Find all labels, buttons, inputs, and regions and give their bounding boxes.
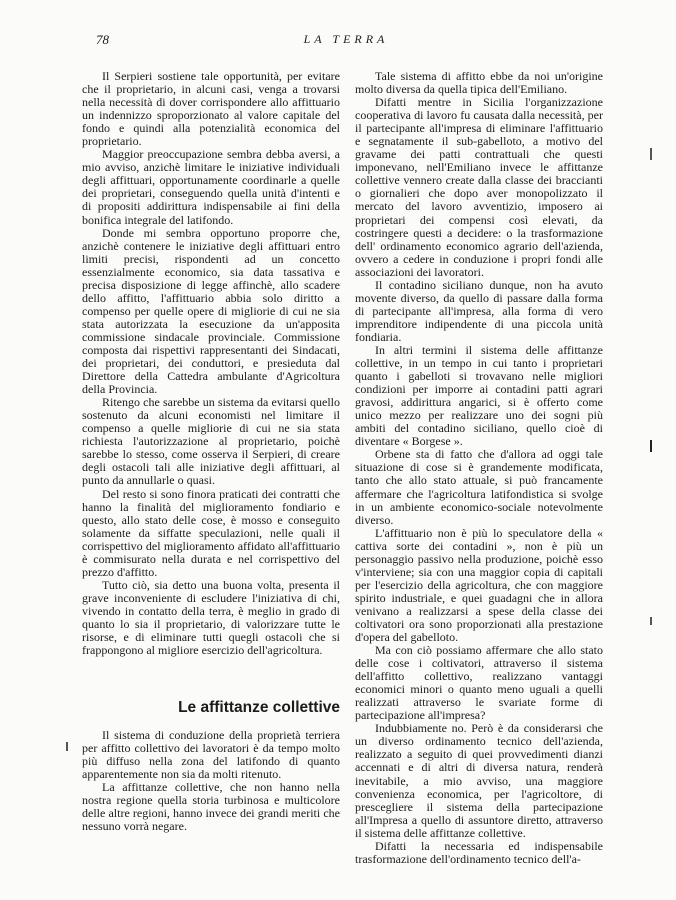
margin-mark	[650, 440, 652, 452]
paragraph: Orbene sta di fatto che d'allora ad oggi tale situazione di cose si è grandemente modificata, tanto che allo stato attuale, si può francamente affermare che l'agricoltura latifondistica si svolge in un ambiente economico-sociale notevolmente diverso.	[355, 447, 603, 527]
paragraph: Indubbiamente no. Però è da considerarsi che un diverso ordinamento tecnico dell'azienda, realizzato a seguito di quei provvedimenti dianzi accennati e di altri di diversa natura, renderà inevitabile, a mio avviso, una maggiore convenienza economica, per l'agricoltore, di prescegliere il sistema della partecipazione all'Impresa a quello di assuntore diretto, attraverso il sistema delle affittanze collettive.	[355, 721, 603, 840]
paragraph: Tale sistema di affitto ebbe da noi un'origine molto diversa da quella tipica dell'Emiliano.	[355, 69, 603, 97]
paragraph: Donde mi sembra opportuno proporre che, anzichè contenere le iniziative degli affittuari entro limiti precisi, rispondenti ad un concetto essenzialmente economico, sia data tassativa e precisa disposizione di legge affinchè, allo scadere dello affitto, l'affittuario abbia solo diritto a compenso per quelle opere di migliorie di cui ne sia stata autorizzata la esecuzione da un'apposita commissione sindacale provinciale. Commissione composta dai rispettivi rappresentanti dei Sindacati, dei proprietari, dei conduttori, e presieduta dal Direttore della Cattedra ambulante d'Agricoltura della Provincia.	[82, 225, 340, 397]
margin-mark	[650, 148, 652, 160]
left-column	[82, 70, 340, 833]
paragraph: Del resto si sono finora praticati dei contratti che hanno la finalità del miglioramento fondiario e questo, allo stato delle cose, è mosso e conseguito solamente da siffatte speculazioni, nelle quali il corrispettivo del miglioramento affidato all'affittuario è commisurato nella durata e nel corrispettivo del prezzo d'affitto.	[82, 486, 340, 579]
paragraph: Il sistema di conduzione della proprietà terriera per affitto collettivo dei lavoratori è da tempo molto più diffuso nella zona del latifondo di quanto apparentemente non sia da molti ritenuto.	[82, 728, 340, 782]
page-number: 78	[96, 32, 109, 47]
paragraph: Ma con ciò possiamo affermare che allo stato delle cose i coltivatori, attraverso il sistema dell'affitto collettivo, realizzano vantaggi economici minori o quanto meno uguali a quelli realizzati attraverso le svariate forme di partecipazione all'impresa?	[355, 643, 603, 723]
paragraph: Il contadino siciliano dunque, non ha avuto movente diverso, da quello di passare dalla forma di partecipante all'impresa, alla forma di vero imprenditore indipendente di una piccola unità fondiaria.	[355, 277, 603, 344]
paragraph: Maggior preoccupazione sembra debba aversi, a mio avviso, anzichè limitare le iniziative individuali degli affittuari, opportunamente coordinarle a quelle dei proprietari, conseguendo quella unità d'intenti e di propositi addirittura indispensabile ai fini della bonifica integrale del latifondo.	[82, 147, 340, 227]
paragraph: Il Serpieri sostiene tale opportunità, per evitare che il proprietario, in alcuni casi, venga a trovarsi nella necessità di dover corrispondere allo affittuario un indennizzo sproporzionato al valore capitale del fondo e quindi alla potenzialità economica del proprietario.	[82, 69, 340, 149]
section-heading: Le affittanze collettive	[178, 699, 340, 717]
right-column	[355, 70, 603, 866]
page-header	[96, 32, 596, 48]
paragraph: Difatti la necessaria ed indispensabile trasformazione dell'ordinamento tecnico dell'a-	[355, 838, 603, 866]
paragraph: La affittanze collettive, che non hanno nella nostra regione quella storia turbinosa e multicolore delle altre regioni, hanno invece dei grandi meriti che nessuno vorrà negare.	[82, 780, 340, 834]
paragraph: Difatti mentre in Sicilia l'organizzazione cooperativa di lavoro fu causata dalla necessità, per il partecipante all'impresa di eliminare l'affittuario e segnatamente il sub-gabelloto, a motivo del gravame dei patti contrattuali che questi imponevano, nell'Emiliano invece le affittanze collettive vennero create dalla classe dei braccianti o giornalieri che dopo aver monopolizzato il mercato del lavoro avventizio, imposero ai proprietari dei compensi così elevati, da costringere questi a decidere: o la trasformazione dell' ordinamento economico agrario dell'azienda, ovvero a cedere in conduzione i propri fondi alle associazioni dei lavoratori.	[355, 95, 603, 279]
margin-mark	[650, 617, 652, 625]
margin-mark	[66, 742, 68, 751]
paragraph: L'affittuario non è più lo speculatore della « cattiva sorte dei contadini », non è più un personaggio passivo nella produzione, poichè esso v'interviene; sia con una maggior copia di capitali per l'esercizio della agricoltura, che con maggiore spirito industriale, e quei guadagni che in allora venivano a realizzarsi a spese della classe dei coltivatori ora sono proporzionati alla prestazione d'opera del gabelloto.	[355, 525, 603, 645]
running-title: LA TERRA	[303, 32, 389, 46]
paragraph: Tutto ciò, sia detto una buona volta, presenta il grave inconveniente di escludere l'iniziativa di chi, vivendo in contatto della terra, è meglio in grado di quanto lo sia il proprietario, di valorizzare tutte le risorse, e di eliminare tutti quegli ostacoli che si frappongono al migliore esercizio dell'agricoltura.	[82, 577, 340, 658]
paragraph: Ritengo che sarebbe un sistema da evitarsi quello sostenuto da alcuni economisti nel limitare il compenso a quelle migliorie di cui ne sia stata richiesta l'autorizzazione al proprietario, poichè sarebbe lo stesso, come osserva il Serpieri, di creare degli ostacoli tali alle iniziative degli affittuari, al punto da annullarle o quasi.	[82, 395, 340, 488]
paragraph: In altri termini il sistema delle affittanze collettive, in un tempo in cui tanto i proprietari quanto i gabelloti si trovavano nelle migliori condizioni per imporre ai contadini patti agrari gravosi, addirittura angarici, si è offerto come unico mezzo per realizzare uno dei sogni più ambiti del contadino siciliano, quello cioè di diventare « Borgese ».	[355, 342, 603, 449]
